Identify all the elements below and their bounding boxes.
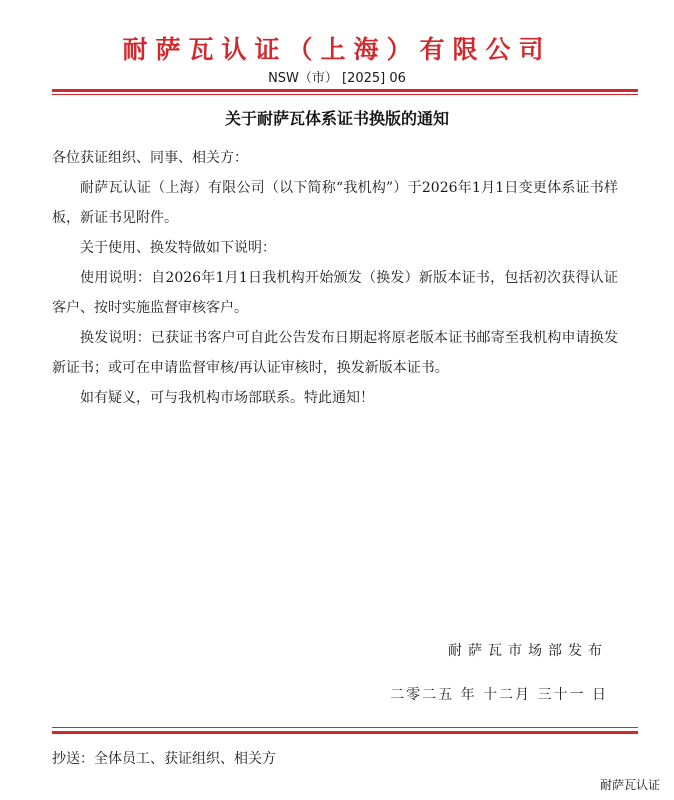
footer-rule-thin [52,727,638,728]
org-title: 耐萨瓦认证（上海）有限公司 [122,35,552,64]
header-rule-thick [52,89,638,92]
header-rule-thin [52,94,638,95]
document-number: NSW（市） [2025] 06 [268,71,406,86]
salutation: 各位获证组织、同事、相关方： [52,150,248,166]
paragraph-explanation-lead: 关于使用、换发特做如下说明： [80,240,276,256]
paragraph-replacement: 换发说明：已获证书客户可自此公告发布日期起将原老版本证书邮寄至我机构申请换发新证书；或可在申请监督审核/再认证审核时，换发新版本证书。 [52,330,618,376]
issue-date: 二零二五 年 十二月 三十一 日 [390,687,608,703]
footer-rule-thick [52,731,638,734]
footer-mark: 耐萨瓦认证 [599,778,660,792]
notice-body [52,143,618,413]
paragraph-closing: 如有疑义，可与我机构市场部联系。特此通知！ [80,390,374,406]
paragraph-usage: 使用说明：自2026年1月1日我机构开始颁发（换发）新版本证书，包括初次获得认证客户、按时实施监督审核客户。 [52,270,618,316]
paragraph-intro: 耐萨瓦认证（上海）有限公司（以下简称“我机构”）于2026年1月1日变更体系证书样板，新证书见附件。 [52,180,618,226]
cc-line: 抄送：全体员工、获证组织、相关方 [52,751,276,767]
issuer-signature: 耐萨瓦市场部发布 [448,643,608,659]
notice-title: 关于耐萨瓦体系证书换版的通知 [224,109,449,128]
